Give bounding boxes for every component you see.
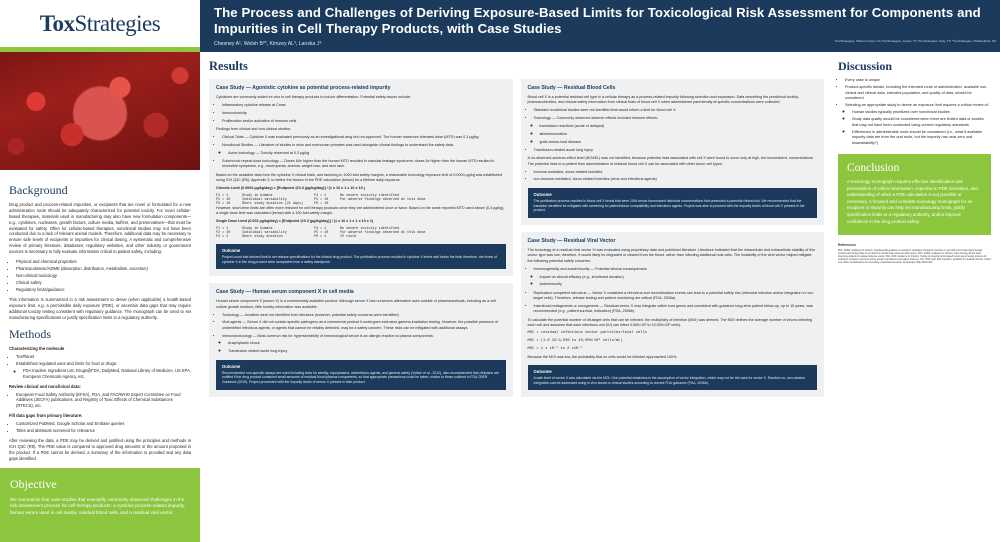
objective-text: We summarize four case studies that exemplify commonly observed challenges in the risk assessment process for cell therapy products: a cytokine process-related impurity, human serum used in cell media, residual blood cells, and a residual viral vector. [10,496,186,516]
background-bullets [9,259,191,293]
list-item: • ToxPlanet [16,354,191,360]
list-item: ◦ alloimmunization [540,132,818,137]
card-serum-sub-bullets [222,341,506,354]
list-item: ◦ Autoimmunity [540,282,818,287]
blood-cells-image [0,52,200,170]
discussion-sub-bullets [845,110,991,146]
card-cytokine-acute-list [222,151,506,156]
results-column [200,52,832,489]
factor-label: F2 = 10 [216,197,231,202]
list-item: • Replication competent retrovirus — Vector X contained a retrovirus and recombination events can lead to a potential safety risk (retroviral infection and/or integration in non-target cells). Therefore, release testing and patient monitoring are critical (FDA, 2006a). [534,291,818,302]
objective-box [0,468,200,542]
factor-desc: For adverse findings observed at this dose [340,230,426,235]
card-cytokine-however: However, short-term limits are often more relevant for cell therapy products since they are administered once or twice. Based on the same reported MTD used above (0.3 µg/kg), a single dose limit was calculated (below) with a 100-fold safety margin. [216,205,505,216]
outcome-text: A safe level of vector X was calculated via the MOI. One potential weakness is the assumption of vector integration, which may not be the case for vector X. Random vs. non-random integration can be addressed using in vivo clonal or clinical studies according to current FDA guidance (FDA, 2006b). [533,375,806,385]
list-item: ◦ graft-versus-host disease [540,140,818,145]
list-item: • Insertional mutagenesis or oncogenesis — Residual vector X may integrate within host genes and consistent with guidance long-term patient follow-up, up to 15 years, was recommended (e.g., patient survival, indication) (FDA, 2006b). [534,304,818,315]
moi-equation-2: MOI = (1.0 IU/4,500 to 10,000/10³ cells/mL) [527,338,623,343]
list-item: • Toxicology — Commonly observed adverse effects included immune effects: [534,116,818,121]
list-item: ◦ Anaphylactic shock [228,341,506,346]
references-heading: References [838,243,856,248]
list-item: • Nonclinical Studies — Literature of studies in mice and nonhuman primates was used alongside clinical findings to understand the safety data. [222,143,506,148]
list-item: • Immune-mediated, donor-related toxicities [534,170,818,175]
factor-label: F3 = 10 [216,201,231,206]
factor-label: F5 = 10 [314,230,329,235]
factor-label: F0 = 10 [314,201,329,206]
card-vector-paragraph: The toxicology of a residual viral vector Xi was evaluated using proprietary data and published literature. Literature indicated that the intracellular and extracellular stability of this vector type was low; therefore, it would likely be degraded or cleared from the blood, rather than infecting additional host cells. The instability of the viral vector helped mitigate the following potential safety concerns: [527,248,816,263]
list-item: ◦ transfusion reactions (acute or delayed) [540,124,818,129]
list-item: • Non-clinical toxicology [16,273,191,279]
outcome-vector [528,365,818,391]
factor-desc: IV route [340,234,357,239]
outcome-blood [528,188,818,218]
card-vector-title: Case Study — Residual Viral Vector [527,238,616,245]
factor-label: F2 = 10 [216,230,231,235]
background-paragraph-2: This information is summarized in a risk assessment to derive (when applicable) a health-based exposure limit, e.g. a permissible daily exposure (PDE), or ascertain data gaps that may require additional toxicity testing consistent with regulatory guidance. The monograph can be used to set manufacturing specifications or justify specification limits to a regulatory authority. [9,297,191,320]
chronic-limit-equation: Chronic Limit (0.0003 µg/kg/day) = [Endpoint @0.3 (µg/kg/day)] / (1 x 10 x 1 x 10 x 10 ) [216,186,365,191]
card-cytokine-basis: Based on the available data from the cytokine X clinical trials, and factoring in 1000-fold safety margins, a reasonable toxicology exposure limit of 0.0003 µg/kg was established using ICH Q3C (R6), Appendix 3, to define the factors in the PDE calculation (below) for a lifetime daily exposure. [216,172,503,182]
list-item: • Transfusion-related acute lung injury [534,148,818,153]
list-item: • Regulatory limits/guidance [16,287,191,293]
list-item: • Clinical Trials — Cytokine X was evaluated previously as an investigational drug but not approved. The human maximum tolerated dose (MTD) was 0.3 µg/kg. [222,135,506,140]
card-viral-vector [521,232,825,397]
card-blood-sub-bullets [534,124,818,145]
methods-sub-1: Characterizing the molecule [9,345,65,351]
list-item: ◦ Impact on clinical efficacy (e.g., shortened duration) [540,275,818,280]
moi-equation-3: MOI = 1 x 10⁻⁴ to 2 x10⁻⁴ [527,346,583,351]
list-item: • Every case is unique [845,78,991,84]
outcome-text: The purification process resulted in blood cell X levels that were 100x below harmonized historical concentrations that presented a potential clinical risk. We recommended that the transition identified be mitigated with screening for patient/donor compatibility and infectious agents. Project was able to proceed with the impurity levels of blood cell X present in the product. [533,198,805,213]
list-item: • Physical and chemical properties [16,259,191,265]
factor-desc: No severe toxicity identified [340,226,400,231]
methods-sub-bullets-1 [16,368,191,380]
list-item: • Product-specific details, including the intended route of administration, available non-clinical and clinical data, intended population, and quality of data, should be considered [845,85,991,102]
list-item: • Pharmacokinetic/ADME (absorption, distribution, metabolism, excretion) [16,266,191,272]
list-item: ◦ FDA Inactive Ingredient List, Drugs@FDA, DailyMed, National Library of Medicine, US EPA, European Chemicals Agency, etc. [23,368,191,380]
single-row-3 [216,235,506,239]
factor-label: F0 = 1 [314,234,327,239]
list-item: ◦ Differences in administrable route should be considered (i.e., what if available impurity data are from the oral route, but the impurity has near-zero oral bioavailability?) [852,130,991,147]
factor-desc: Individual variability [242,197,287,202]
factor-label: F1 = 1 [216,226,229,231]
results-heading: Results [209,59,248,73]
card-serum-bullets [216,313,506,355]
factor-desc: For adverse findings observed at this dose [340,197,426,202]
list-item: • Subchronic repeat-dose toxicology — Doses 60x higher than the human MTD resulted in vascular leakage syndrome; doses 5x higher than the human MTD resulted in reversible symptoms, e.g., neutropenia, anemia, weight loss, and skin rash. [222,159,506,170]
list-item: ◦ Human studies typically prioritized over nonclinical studies [852,110,991,116]
objective-heading: Objective [10,476,57,491]
single-dose-equation: Single Dose Limit (0.003 µg/kg/day) = [Endpoint @0.3 (µg/kg/day)] / (1 x 10 x 1 x 1 x 10 x 1) [216,219,374,224]
list-item: • Standard nonclinical studies were not identified that would inform a limit for blood cell X. [534,108,818,113]
outcome-heading: Outcome [222,363,241,369]
background-paragraph-1: Drug product and process-related impurities, or excipients that are novel or formulated for a new administration route should be adequately characterized for potential toxicity. For novel cellular-based therapies, materials used in manufacturing may also have new formulation components—e.g., cytokines, nucleases, growth factors, culture media, buffers, and preservatives—that must be evaluated for safety. Often for cellular-based therapies, nonclinical studies may not have been conducted due to a lack of relevant animal models. Therefore, additional data may be necessary to ensure safe levels of excipients or impurities for clinical dosing. A systematic and comprehensive review of primary literature, databases, regulatory websites, and other industry or government sources is necessary to fully evaluate information critical to patient safety, including: [9,202,191,255]
card-blood-cells [521,79,825,225]
organization-logo [0,0,200,52]
factor-desc: Short study duration (21 days) [242,201,304,206]
methods-sub-2: Review clinical and nonclinical data: [9,383,81,389]
outcome-heading: Outcome [533,368,552,374]
card-cytokine-findings [216,135,506,170]
outcome-text: Recommended non-specific assays are used including tests for sterility, mycoplasma, adventitious agents, and general safety (Volsen et al., 2012), also recommended that clinicians are notified if the drug product contained small amounts of residual blood plasma components, so that appropriate precautions could be taken, similar to those outlined in FDA CBER Guidance (2019). Project proceeded with the impurity levels of serum X present in their product. [222,370,499,385]
results-col-right [521,79,825,397]
factor-label: F4 = 1 [314,226,327,231]
list-item: • Titles and abstracts screened for relevance [16,428,191,434]
factor-label: F1 = 1 [216,193,229,198]
list-item: • Toxicology — toxicities were not identified from literature (however, potential safety concerns were identified) [222,313,506,318]
factor-label: F4 = 1 [314,193,327,198]
background-heading: Background [9,183,68,197]
card-cytokine-bullets [216,103,506,124]
methods-paragraph: After reviewing the data, a PDE may be derived and justified using the principles and methods in ICH Q3C (R6). The PDE value is compared to approved drug amounts or the amount proposed in the product. If a PDE cannot be derived, a summary of the information is provided and any data gaps identified. [9,438,191,461]
methods-bullets-3 [9,421,191,434]
methods-heading: Methods [9,326,51,341]
discussion-heading: Discussion [838,59,893,73]
list-item: • European Food Safety Authority (EFSA), FDA, and FAO/WHO Expert Committee on Food Additives (JECFA) publications, and Registry of Toxic Effects of Chemical Substances (RTECS), etc. [16,392,191,410]
factor-label: F3 = 1 [216,234,229,239]
outcome-heading: Outcome [222,247,241,253]
outcome-heading: Outcome [533,191,552,197]
affiliations: ¹ToxStrategies, Walnut Creek, CA ²ToxStrategies, Austin, TX ³ToxStrategies, Katy, TX ⁴ToxStrategies, Philadelphia, PA [834,39,996,43]
card-cytokine-title: Case Study — Agonistic cytokine as potential process-related impurity [216,85,391,91]
list-item: • Immunotoxicity [222,111,506,116]
references-text: FDA. 2006a. Guidance for Industry: Supplemental guidance on testing for replication competent retrovirus in retroviral vector based gene therapy products and during follow-up of patients in clinical trials using retroviral vectors. FDA. 2006b. Guidance for Industry: Gene therapy clinical trials - observing subjects for delayed adverse events. FDA. 2019. Guidance for Industry: Testing of retroviral vector-based human gene therapy products for replication competent retrovirus during product manufacture and patient follow-up. ICH. 2019. Q3C (R8) Impurities: Guideline for residual solvents. Volsen et al. 2012. Considerations for the testing of cell-based products. Cytotherapy 14(9):1033-1041. [838,249,991,264]
results-cards [209,79,824,397]
methods-sub-3: Fill data gaps from primary literature: [9,413,83,419]
list-item: • Clinical safety [16,280,191,286]
factor-desc: Short study duration [242,234,283,239]
results-col-left [209,79,513,397]
references-block [838,243,991,265]
list-item: • Selecting an appropriate study to derive an exposure limit requires a critical review of: [845,103,991,109]
list-item: • Viral agents — Serum X did not contain specific pathogens as a commercial product it undergoes extensive gamma-irradiation testing. However, the possible presence of unidentified infectious agents, or agents that cannot be reliably detected, may be a safety concern. These risks can be mitigated with additional assays. [222,320,506,331]
conclusion-heading: Conclusion [847,162,900,174]
list-item: ◦ Acute toxicology — Toxicity observed at 0.3 µg/kg [228,151,506,156]
methods-bullets-1 [9,354,191,380]
list-item: • Customized PubMed, Google Scholar and Embase queries [16,421,191,427]
list-item: ◦ Study data quality should be considered when there are limited data or studies that may not have been conducted using current regulatory standards [852,117,991,128]
list-item: ◦ Transfusion related acute lung injury [228,349,506,354]
card-blood-paragraph: Blood cell X is a potential residual cell type in a cellular therapy as a process-related impurity following selection and expansion. Data describing the preclinical toxicity, pharmacokinetics, and clinical safety information from clinical trials of blood cell X when administered parenterally at specific concentrations were collected. [527,95,799,105]
outcome-text: Project count that derived limit to set release specifications for the clinical drug product. The purification process resulted in cytokine X levels well below the limit; therefore, the levels of cytokine X in the drug product were acceptable from a safety standpoint. [222,254,497,264]
factor-desc: Individual variability [242,230,287,235]
card-cytokine-intro: Cytokines are commonly added ex vivo to cell therapy products to induce differentiation. Potential safety issues include: [216,95,411,99]
conclusion-text: A toxicology monograph requires effective identification and presentation of critical information, expertise in PDE derivation, and understanding of when a PDE calculation is not possible or necessary. A focused and complete toxicology monograph for an excipient or impurity can help set manufacturing limits, justify specification limits to a regulatory authority, and/or improve confidence in the drug product safety. [847,179,978,224]
poster-body [0,52,1000,516]
card-serum-paragraph: Human serum component X (serum X) is a commercially available product. Although serum X has numerous alternative uses outside of pharmaceuticals, including as a cell culture growth medium, little toxicity information was available. [216,299,496,309]
factor-label: F5 = 10 [314,197,329,202]
card-cytokine [209,79,513,276]
card-blood-bullets-2 [528,170,818,183]
card-vector-bullets [528,267,818,315]
card-serum-title: Case Study — Human serum component X in cell media [216,289,354,296]
discussion-bullets [838,78,991,146]
factor-desc: Study in humans [242,193,273,198]
outcome-serum [216,360,506,390]
card-blood-paragraph-2: A no-observed-adverse-effect level (NOAEL) was not identified, because potential risks associated with cell X were found to occur only at high, but inconsistent, concentrations. The potential risks to a patient from administration of residual blood cell X can be associated with other donor cell types: [527,156,814,166]
poster-title: The Process and Challenges of Deriving Exposure-Based Limits for Toxicological Risk Assessment for Components and Impurities in Cell Therapy Products, with Case Studies [214,5,981,36]
conclusion-box [838,154,991,235]
logo-tox-text: Tox [39,10,75,36]
list-item: • Established regulated uses and limits for food or drugs: [16,361,191,367]
card-cytokine-findings-label: Findings from clinical and non-clinical studies: [216,126,291,131]
methods-bullets-2 [9,392,191,410]
left-column [0,52,200,516]
list-item: • Proliferation and/or activation of immune cells [222,119,506,124]
moi-equation-1: MOI = residual infectious vector particles/total cells [527,330,647,335]
factor-desc: Study in humans [242,226,273,231]
outcome-cytokine [216,244,506,270]
card-blood-title: Case Study — Residual Blood Cells [527,85,616,91]
card-vector-paragraph-2: To calculate the potential number of off-target cells that can be infected, the multiplicity of infection (MOI) was derived. The MOI defines the average number of virions infecting each cell and assumes that each infectious unit (IU) can infect 4,500×10³ to 10,000×10³ cells). [527,317,813,328]
factor-desc: No severe toxicity identified [340,193,400,198]
card-vector-sub-bullets [534,275,818,288]
author-list: Chesney A¹, Welsh B²*, Kimzey AL³, Lanska J⁴ [214,41,322,48]
list-item: • Inflammatory cytokine release at Cmax [222,103,506,108]
card-serum [209,283,513,397]
discussion-column [832,52,1000,489]
list-item: • Immunogenicity and autoimmunity — Potential clinical consequences: [534,267,818,272]
card-blood-bullets [528,108,818,153]
title-block [200,0,1000,52]
card-vector-paragraph-3: Because the MOI was low, the probability that no cells would be infected approached 100%. [527,354,678,359]
list-item: • non-immune-mediated, donor-related toxicities (virus and infectious agents) [534,177,818,182]
poster-header [0,0,1000,52]
list-item: • Immunotoxicology — Most common risk for hypersensitivity of immunological serum is an allergic reaction to plasma components: [222,334,506,339]
logo-strategies-text: Strategies [74,10,161,36]
